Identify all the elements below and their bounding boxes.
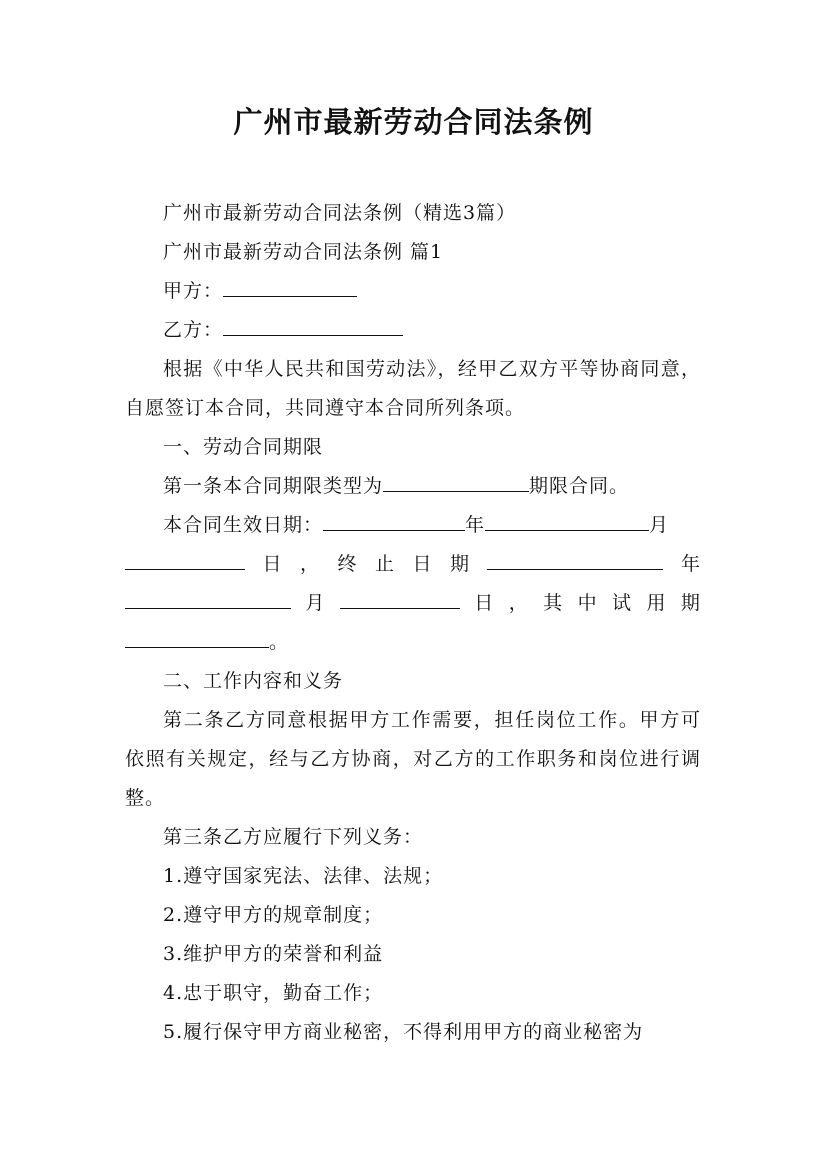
contract-type-blank (383, 469, 529, 492)
effective-date-line (125, 506, 701, 545)
end-char-3: 日 (412, 553, 433, 575)
duty-item-3: 3.维护甲方的荣誉和利益 (163, 943, 384, 965)
end-month-blank (125, 586, 291, 609)
duty-item-5: 5.履行保守甲方商业秘密，不得利用甲方的商业秘密为 (163, 1021, 644, 1043)
article-2-paragraph: 第二条乙方同意根据甲方工作需要，担任岗位工作。甲方可依照有关规定，经与乙方协商，对乙方的工作职务和岗位进行调整。 (125, 709, 701, 809)
duty-item-1: 1.遵守国家宪法、法律、法规； (163, 865, 444, 887)
article-3-line: 第三条乙方应履行下列义务： (163, 826, 424, 848)
end-day-char: 日 (474, 592, 495, 614)
end-char-1: 终 (337, 553, 358, 575)
party-a-blank (223, 274, 357, 297)
party-a-label: 甲方： (163, 280, 224, 302)
intro-line: 广州市最新劳动合同法条例（精选3篇） (163, 202, 517, 224)
article-1-line (125, 467, 701, 506)
month-char: 月 (649, 514, 670, 536)
trial-char-2: 中 (577, 592, 598, 614)
trial-char-4: 用 (646, 592, 667, 614)
start-day-blank (125, 547, 245, 570)
trial-period-blank (125, 625, 269, 648)
trial-char-1: 其 (543, 592, 564, 614)
preamble-paragraph: 根据《中华人民共和国劳动法》，经甲乙双方平等协商同意，自愿签订本合同，共同遵守本合同所列条项。 (125, 358, 701, 419)
section-1-heading: 一、劳动合同期限 (163, 436, 324, 458)
period-char: 。 (269, 631, 290, 653)
trial-char-3: 试 (612, 592, 633, 614)
party-b-blank (223, 313, 403, 336)
trial-blank-line (125, 623, 701, 662)
year-char: 年 (465, 514, 486, 536)
end-char-4: 期 (449, 553, 470, 575)
effective-date-label: 本合同生效日期： (163, 514, 324, 536)
comma-char: ， (299, 553, 320, 575)
party-a-line (125, 272, 701, 311)
duty-item-4: 4.忠于职守，勤奋工作； (163, 982, 384, 1004)
trial-char-5: 期 (680, 592, 701, 614)
subtitle-line: 广州市最新劳动合同法条例 篇1 (163, 241, 444, 263)
document-title: 广州市最新劳动合同法条例 (233, 105, 594, 139)
comma-char-2: ， (508, 592, 529, 614)
end-year-blank (487, 547, 663, 570)
article-1-text: 第一条本合同期限类型为 (163, 475, 384, 497)
end-month-char: 月 (305, 592, 326, 614)
document-body (125, 194, 701, 1052)
start-month-blank (485, 508, 649, 531)
party-b-label: 乙方： (163, 319, 224, 341)
section-2-heading: 二、工作内容和义务 (163, 670, 344, 692)
end-char-2: 止 (374, 553, 395, 575)
duty-item-2: 2.遵守甲方的规章制度； (163, 904, 384, 926)
day-char: 日 (262, 553, 283, 575)
termination-date-line (125, 545, 701, 584)
trial-period-line (125, 584, 701, 623)
article-1-suffix: 期限合同。 (529, 475, 630, 497)
end-year-char: 年 (680, 553, 701, 575)
party-b-line (125, 311, 701, 350)
end-day-blank (340, 586, 460, 609)
start-year-blank (323, 508, 465, 531)
